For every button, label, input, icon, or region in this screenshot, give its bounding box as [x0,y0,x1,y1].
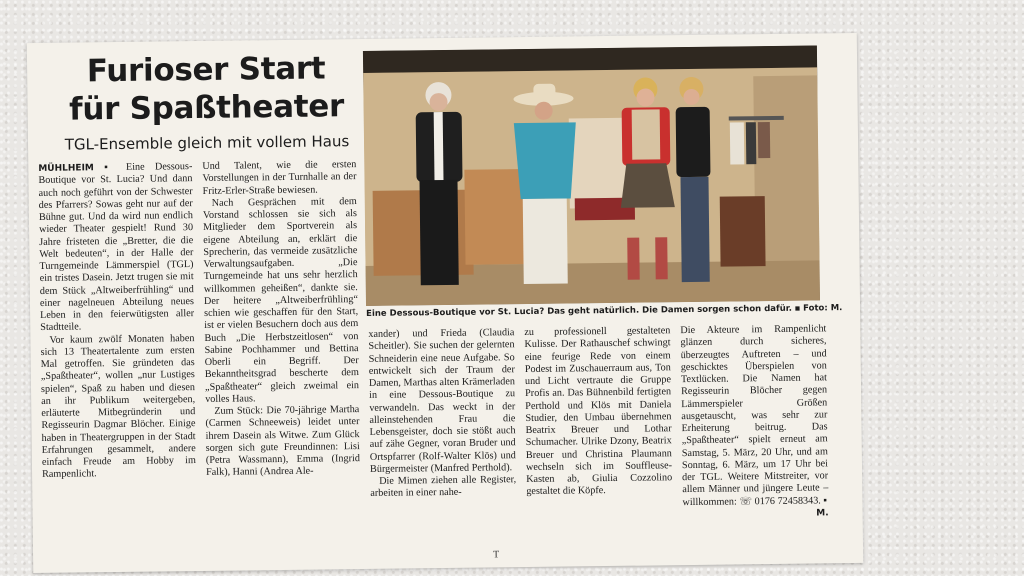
subheadline: TGL-Ensemble gleich mit vollem Haus [64,132,350,154]
headline-line-1: Furioser Start [86,50,326,90]
article-column-5 [680,323,828,521]
caption-separator: ▪ [794,303,804,314]
paragraph: zu professionell gestalteten Kulisse. Der Rathauschef schwingt eine feurige Rede von einem Podest im Zuschauerraum aus, Ton und Licht vertraute die Gruppe Profis an. Das Bühnenbild fertigten Perthold und Klös mit Daniela Studier, den Umbau übernehmen Beatrix Breuer und Lothar Schumacher. Ulrike Dzony, Beatrix Breuer und Christina Plaumann wechseln sich im Souffleuse-Kasten ab, Giulia Cozzolino gestaltet die Köpfe. [524,325,673,498]
page-letter: T [493,549,500,561]
paragraph: MÜHLHEIM ▪ Eine Dessous-Boutique vor St. Lucia? Und dann auch noch geführt von der Schwester des Pfarrers? Sowas geht nur auf der Bühne gut. Und da wird nun endlich wieder Theater gespielt! Rund 30 Jahre fristeten die „Bretter, die die Welt bedeuten“, in der Halle der Turngemeinde Lämmerspiel (TGL) ein tristes Dasein. Jetzt trugen sie mit dem Stück „Altweiberfrühling“ und einer nagelneuen Abteilung neues Leben in den feierwütigsten aller Stadtteile. [38,161,195,334]
stage-photo-illustration [363,45,820,306]
article-column-2 [202,159,360,479]
photo-caption [366,303,843,319]
paragraph: Die Akteure im Rampenlicht glänzen durch sicheres, überzeugtes Auftreten – und geschicktes Überspielen von Textlücken. Die Namen hat Regisseurin Blöcher gegen Lämmerspieler Größen ausgetauscht, was sehr zur Erheiterung beitrug. Das „Spaßtheater“ spielt erneut am Samstag, 5. März, 20 Uhr, und am Sonntag, 6. März, um 17 Uhr bei der TGL. Weitere Mitstreiter, vor allem Männer und jüngere Leute – willkommen: ☏ 0176 72458343. ▪ M. [680,323,829,519]
paragraph-text: Eine Dessous-Boutique vor St. Lucia? Und dann auch noch geführt von der Schwester des Pfarrers? Sowas geht nur auf der Bühne gut. Und da wird nun endlich wieder Theater gespielt! Rund 30 Jahre fristeten die „Bretter, die die Welt bedeuten“, in der Halle der Turngemeinde Lämmerspiel (TGL) ein tristes Dasein. Jetzt trugen sie mit dem Stück „Altweiberfrühling“ und einer nagelneuen Abteilung neues Leben in den feierwütigsten aller Stadtteile. [38,161,195,334]
dateline: MÜHLHEIM [38,163,94,174]
paragraph: Und Talent, wie die ersten Vorstellungen in der Turnhalle an der Fritz-Erler-Straße bewiesen. [202,159,357,197]
article-column-1 [38,161,196,481]
article-column-4 [524,325,672,498]
paragraph-text: Die Akteure im Rampenlicht glänzen durch sicheres, überzeugtes Auftreten – und geschicktes Überspielen von Textlücken. Die Namen hat Regisseurin Blöcher gegen Lämmerspieler Größen ausgetauscht, was sehr zur Erheiterung beitrug. Das „Spaßtheater“ spielt erneut am Samstag, 5. März, 20 Uhr, und am Sonntag, 6. März, um 17 Uhr bei der TGL. Weitere Mitstreiter, vor allem Männer und jüngere Leute – willkommen: ☏ 0176 72458343. [680,323,829,508]
photo-credit: Foto: M. [803,303,843,314]
paragraph: Zum Stück: Die 70-jährige Martha (Carmen Schneeweis) leidet unter ihrem Dasein als Witwe. Zum Glück sorgen sich gute Freundinnen: Lisi (Petra Wassmann), Emma (Ingrid Falk), Hanni (Andrea Ale- [205,404,360,479]
headline-line-2: für Spaßtheater [68,88,345,128]
author-signature: M. [816,508,829,519]
paragraph: xander) und Frieda (Claudia Scheitler). Sie suchen der gelernten Schneiderin eine neue Aufgabe. So entwickelt sich der Traum der Damen, Marthas alten Krämerladen in eine Dessous-Boutique zu verwandeln. Das weckt in der alleinstehenden Frau die Lebensgeister, doch sie stößt auch auf zähe Gegner, voran Bruder und Ortspfarrer (Rolf-Walter Klös) und Bürgermeister (Manfred Perthold). [368,327,516,475]
article-column-3 [368,327,516,500]
paragraph: Die Mimen ziehen alle Register, arbeiten in einer nahe- [370,474,517,500]
paragraph: Vor kaum zwölf Monaten haben sich 13 Theatertalente zum ersten Mal getroffen. Sie gründeten das „Spaßtheater“, wollen „nur Lustiges spielen“, Spaß zu haben und diesen an ihr Publikum weitergeben, erläuterte Mitbegründerin und Regisseurin Dagmar Blöcher. Einige haben in Theatergruppen in der Stadt Erfahrungen gesammelt, andere einfach Freude am Hobby im Rampenlicht. [40,332,196,481]
headline [41,49,372,129]
paragraph: Nach Gesprächen mit dem Vorstand schlossen sie sich als Mitglieder dem Sportverein als eigene Abteilung an, erklärt die Sprecherin, das vermeide zusätzliche Verwaltungsaufgaben. „Die Turngemeinde hat uns sehr herzlich willkommen geheißen“, dankte sie. Der heitere „Altweiberfrühling“ schien wie geschaffen für den Start, ist er vielen Besuchern doch aus dem Buch „Die Herbstzeitlosen“ von Sabine Pochhammer und Bettina Oberli ein Begriff. Der Bekanntheitsgrad bescherte dem „Spaßtheater“ gleich zweimal ein volles Haus. [202,195,360,405]
photo-caption-text: Eine Dessous-Boutique vor St. Lucia? Das geht natürlich. Die Damen sorgen schon dafür. [366,303,793,319]
stage-photo [363,45,820,306]
newspaper-clipping [27,33,863,573]
